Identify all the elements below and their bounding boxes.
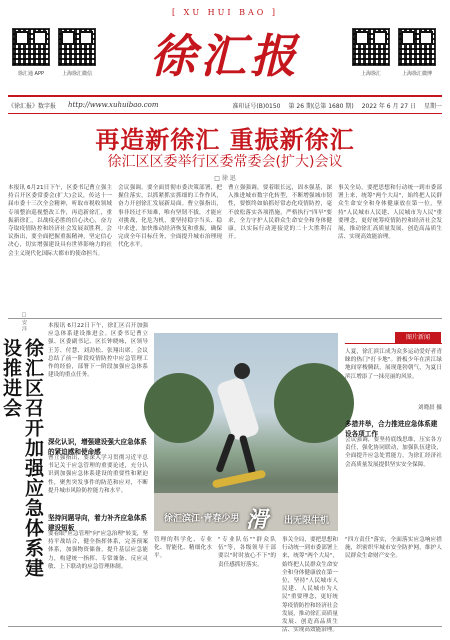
section-title: 坚持问题导向，着力补齐应急体系建设短板: [48, 514, 147, 532]
divider: [8, 95, 442, 97]
photo-caption: 徐汇滨江·青春少男: [164, 514, 240, 524]
lead-headline[interactable]: 再造新徐汇 重振新徐汇: [95, 125, 355, 154]
qr-label: 上海徐汇微信: [61, 71, 92, 77]
qr-label: 上海徐汇微博: [401, 71, 432, 77]
edition-label: 《徐汇报》数字报: [8, 102, 57, 110]
qr-label: 上海徐汇: [360, 71, 381, 77]
qr-code-icon[interactable]: [12, 28, 50, 66]
story2-paragraph: 要着眼"应急管理"向"应急治理"转变，坚持平战结合，健全指挥体系，完善预案体系，加强物资储备，提升基层应急能力，构建统一指挥、专常兼备、反应灵敏、上下联动的应急管理体制。: [48, 531, 148, 570]
skater-figure: [234, 363, 250, 379]
bottom-column: "四方责任"落实，全面落实应急响应措施，织密织牢城市安全防护网，维护人民群众生命财产安全。: [345, 537, 442, 560]
lead-column: 本报讯 6月21日下午，区委书记曹立强主持召开区委常委会(扩大)会议，传达十一届市委十三次全会精神，听取市税收领域专项整治巡视整改工作，再造新徐汇，重振新徐汇，以战疫必胜的信心决心，奋力夺取疫情防控和经济社会发展双胜利。会议指出，要全面把握重振精神，坚定信心决心，切实增强建设具有世界影响力的社会主义现代化国际大都市的使命担当。: [8, 185, 112, 257]
photo-news-text: 人夏，徐汇滨江成为众多运动爱好者青睐的热门"打卡地"。滑板少年在滨江绿地间穿梭腾跃，展现蓬勃朝气，为夏日滨江增添了一抹亮丽的风景。: [345, 349, 442, 380]
photo-caption: 出无限牛机: [284, 516, 330, 526]
section-title: 深化认识，增强建设强大应急体系的紧迫感和使命感: [48, 438, 147, 456]
weekday: 星期一: [423, 102, 442, 110]
issn: 准印证号(B)0150: [232, 102, 281, 110]
masthead: [0, 0, 450, 100]
story2-paragraph: 曹立强指出，要深入学习贯彻习近平总书记关于应急管理的重要论述，充分认识到加强应急体系建设的重要性和紧迫性，聚焦突发事件的防范和应对，不断提升城市风险防控能力和水平。: [48, 455, 148, 494]
qr-code-icon[interactable]: [58, 28, 96, 66]
qr-code-icon[interactable]: [398, 28, 436, 66]
issue-number: 第 26 期(总第 1680 期): [288, 102, 354, 110]
website-link[interactable]: http://www.xuhuibao.com: [68, 101, 159, 109]
story2-byline: □ 安 洋: [21, 312, 27, 332]
story2-headline[interactable]: 徐汇区召开加强应急体系建设推进会: [0, 338, 44, 578]
photo-caption-big: 滑: [246, 507, 269, 533]
newspaper-logo: [135, 24, 315, 83]
story2-paragraph: 会议强调，要坚持底线思维，压实各方责任，强化协同联动，加强队伍建设，全面提升应急处置能力，为徐汇经济社会高质量发展提供坚实安全保障。: [345, 437, 442, 468]
photo-news-label: 图片新闻: [395, 332, 441, 344]
qr-code-icon[interactable]: [352, 28, 390, 66]
bottom-column: 管理的科学化、专业化、智能化、精细化水平。: [154, 537, 212, 560]
section-title: 多措并举，合力推进应急体系建设各项工作: [345, 420, 438, 438]
divider: [8, 626, 442, 627]
story2-paragraph: 本报讯 6月22日下午，徐汇区召开加强应急体系建设推进会。区委书记曹立强、区委副书记、区长钟晓咏，区领导王芳、付慧、刘劲松、张翔出席。会议总结了前一阶段疫情防控中应急管理工作的经验，部署下一阶段加强应急体系建设的重点任务。: [48, 323, 148, 379]
issue-date: 2022 年 6 月 27 日: [361, 102, 416, 110]
photographer: 刘晓晨 摄: [417, 405, 442, 411]
lead-byline: □ 徐 迅: [214, 175, 236, 182]
masthead-pinyin: [ XU HUI BAO ]: [172, 8, 278, 17]
divider: [8, 113, 442, 114]
lead-subhead: 徐汇区区委举行区委常委会(扩大)会议: [107, 154, 343, 170]
newspaper-title: 徐汇报: [150, 29, 300, 83]
lead-column: 曹立强强调，要着眼长远，固本强基，深入推进城市数字化转型，不断增强城市韧性，要慎终如始抓好常态化疫情防控，毫不放松落实各项措施，严格执行"四早"要求，全力守护人民群众生命安全和身体健康，以实际行动迎接党的二十大胜利召开。: [228, 185, 332, 241]
news-photo[interactable]: [154, 333, 338, 531]
divider: [8, 318, 442, 319]
qr-label: 徐汇通 APP: [17, 71, 45, 77]
lead-column: 会议强调，要全面贯彻市委决策部署，把握住落实，以抓紧抓实抓细的工作作风，奋力开创徐汇发展新局面。曹立强指出，事非经过不知难，唯有坚韧不拔，才能应对挑战，化危为机，要坚持稳字当头、稳中求进，加快推动经济恢复和重振，确保完成全年目标任务，全面提升城市治理现代化水平。: [118, 185, 222, 249]
lead-column: 事关全局，要把思想和行动统一到市委部署上来，统筹"两个大局"，始终把人民群众生命安全和身体健康放在第一位，坚持"人民城市人民建、人民城市为人民"重要理念，更好统筹疫情防控和经济社会发展，推动徐汇高质量发展、创造高品质生活、实现高效能治理。: [338, 185, 442, 241]
bottom-column: "专业队伍""群众队伍"等，各级领导干部要以"时时放心不下"的责任感抓好落实。: [218, 537, 276, 568]
info-bar: [8, 98, 442, 112]
bottom-column: 事关全局，要把思想和行动统一到市委部署上来，统筹"两个大局"，始终把人民群众生命安全和身体健康放在第一位，坚持"人民城市人民建、人民城市为人民"重要理念，更好统筹疫情防控和经济社会发展，推动徐汇高质量发展、创造高品质生活、实现高效能治理。: [282, 537, 338, 634]
